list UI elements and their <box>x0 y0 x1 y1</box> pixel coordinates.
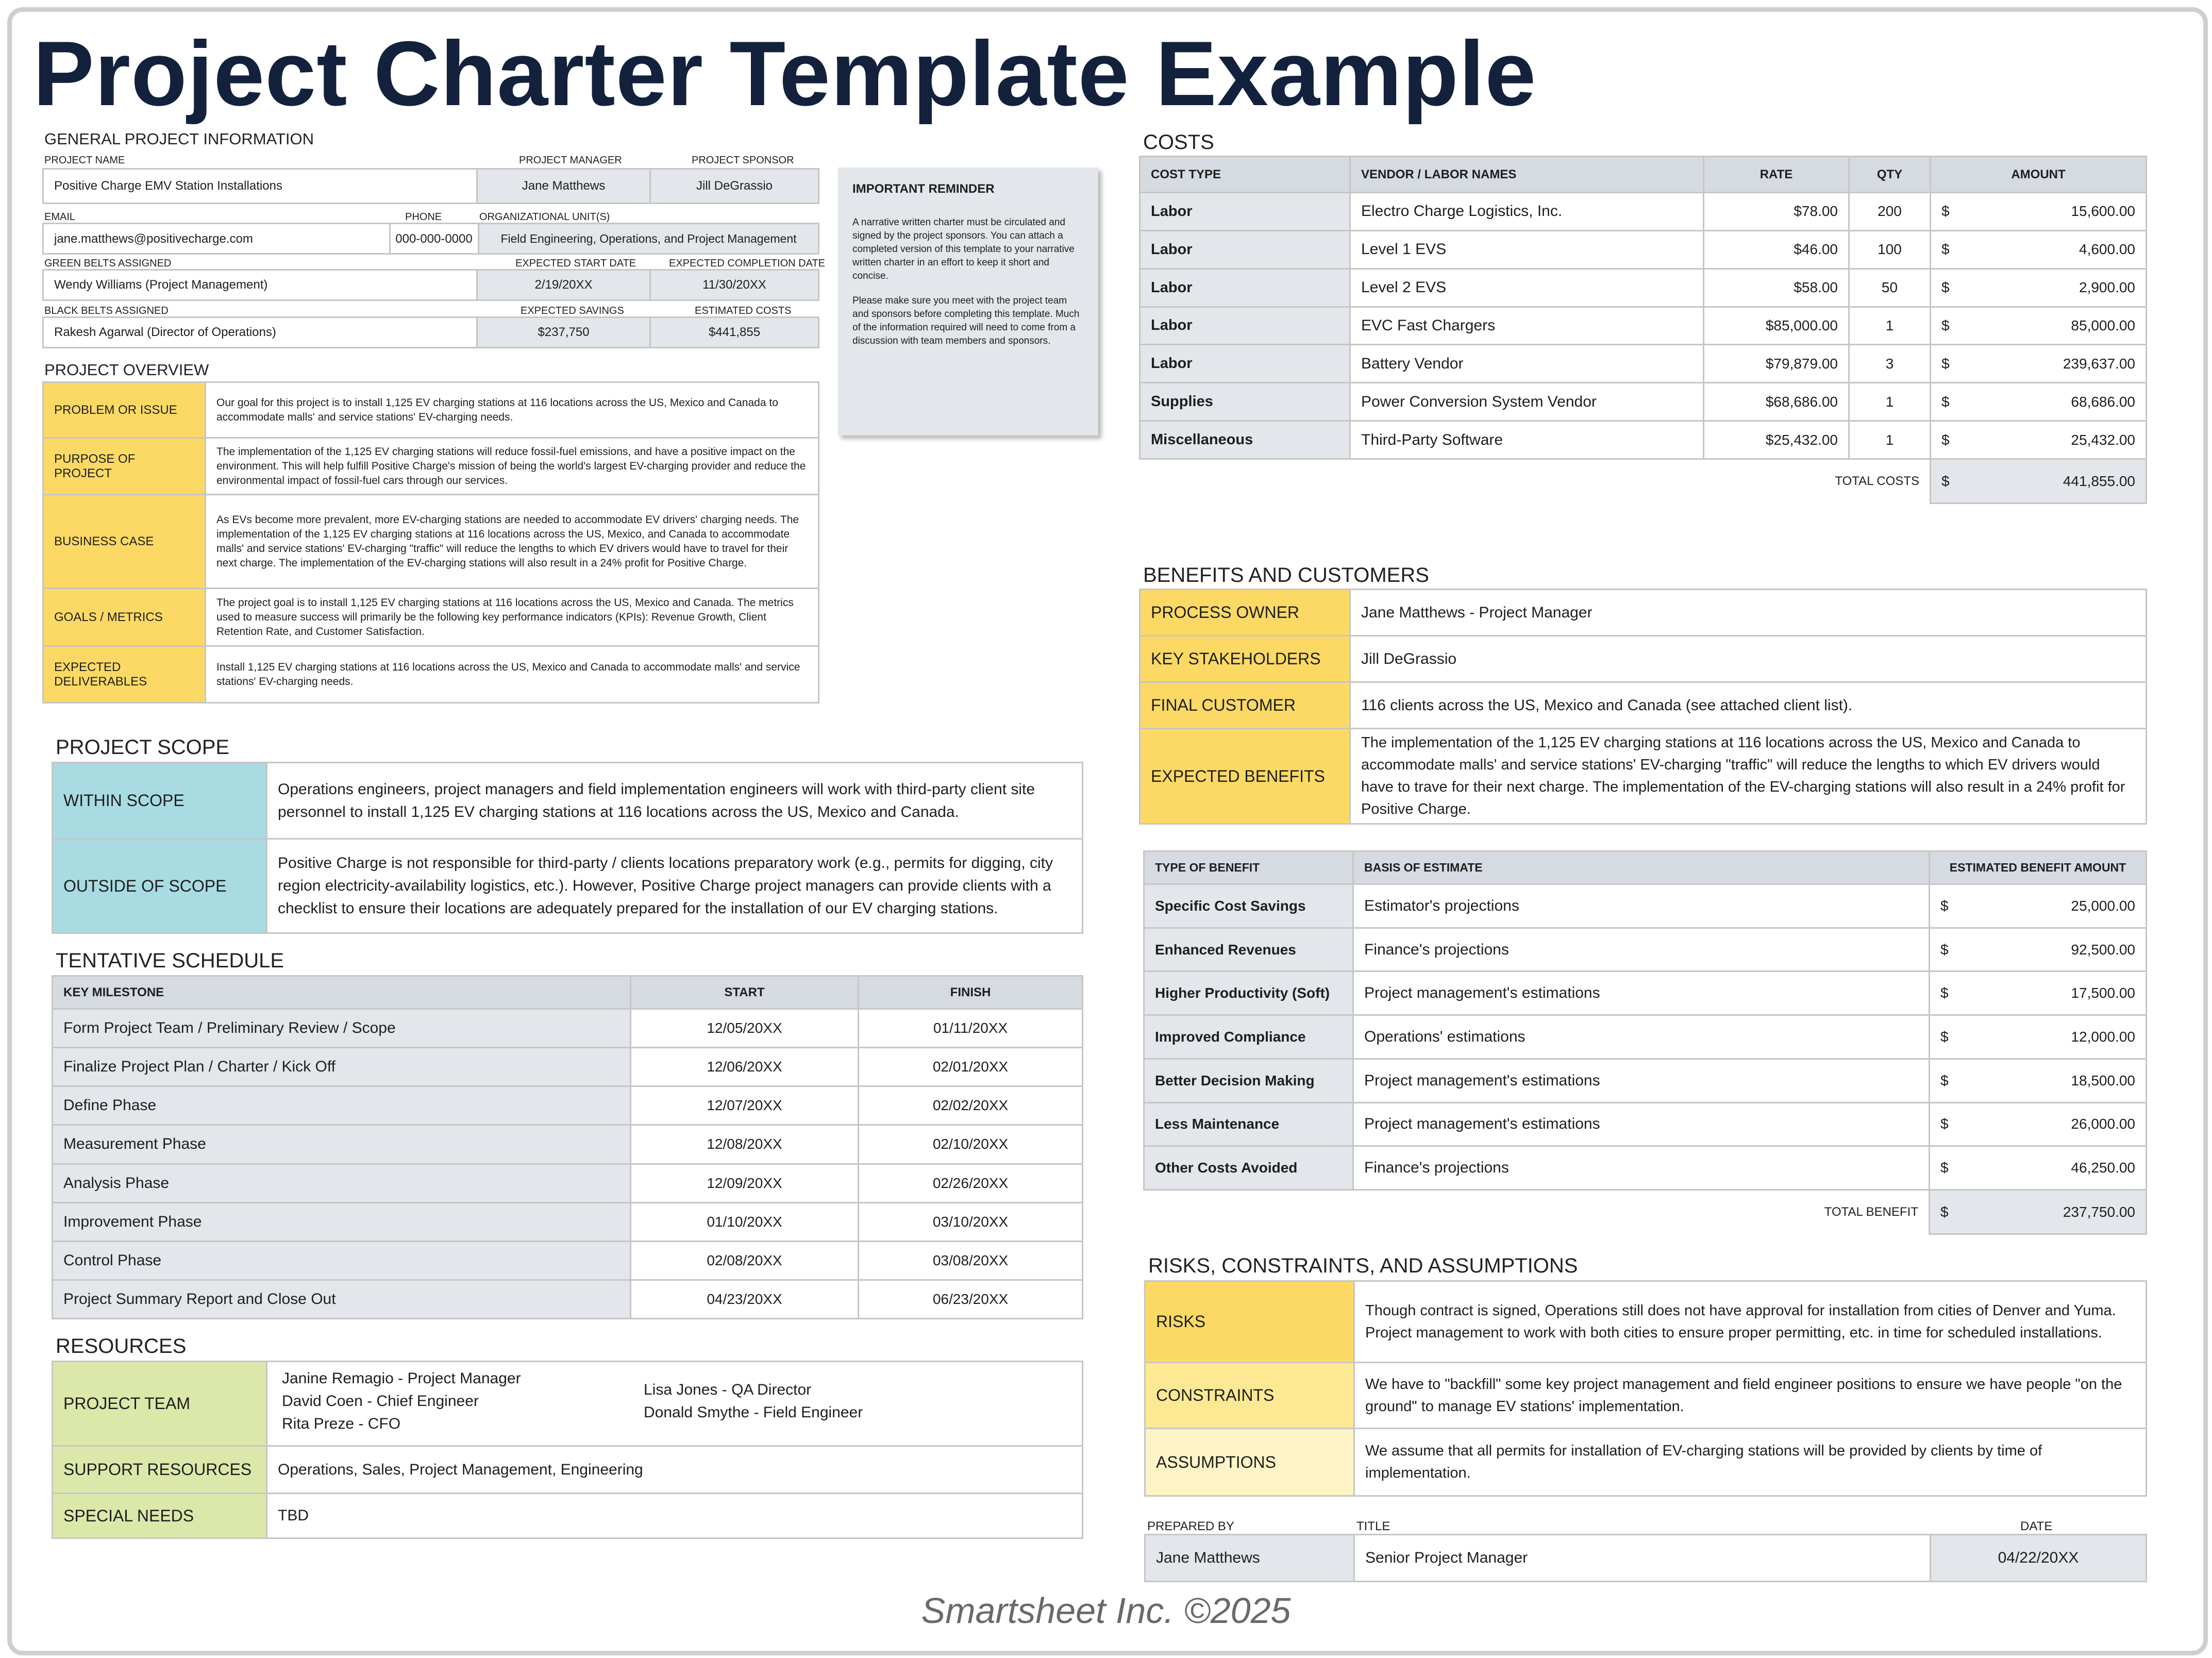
table-row <box>53 1202 1083 1241</box>
schedule-heading: TENTATIVE SCHEDULE <box>56 949 284 972</box>
project-name-value: Positive Charge EMV Station Installations <box>43 169 477 204</box>
start-cell: 12/09/20XX <box>631 1164 859 1202</box>
risks-heading: RISKS, CONSTRAINTS, AND ASSUMPTIONS <box>1148 1254 1578 1277</box>
benefit-amount-cell <box>1930 1059 2147 1102</box>
table-row <box>1144 884 2147 928</box>
currency-symbol: $ <box>1940 941 1949 958</box>
total-benefit-label: TOTAL BENEFIT <box>1824 1205 1918 1219</box>
team-member: Donald Smythe - Field Engineer <box>644 1404 863 1421</box>
green-belts-value: Wendy Williams (Project Management) <box>43 270 477 300</box>
amount-cell <box>1931 307 2147 345</box>
assumptions-value: We assume that all permits for installation of EV-charging stations will be provided by clients by time of implementation. <box>1354 1429 2147 1496</box>
total-row <box>1140 459 2147 504</box>
overview-label: GOALS / METRICS <box>43 589 206 646</box>
currency-symbol: $ <box>1941 241 1950 258</box>
savings-value: $237,750 <box>477 317 650 348</box>
risks-value: Though contract is signed, Operations still does not have approval for installation from cities of Denver and Yuma. Project management to work with both cities to ensure proper permitting, etc. in time for scheduled installations. <box>1354 1281 2147 1363</box>
vendor-cell: Third-Party Software <box>1350 421 1704 459</box>
rate-cell: $85,000.00 <box>1704 307 1849 345</box>
org-units-label: ORGANIZATIONAL UNIT(S) <box>479 211 610 223</box>
benefit-amount-cell <box>1930 884 2147 928</box>
table-row <box>1144 928 2147 972</box>
completion-date-value: 11/30/20XX <box>650 270 819 300</box>
rate-cell: $46.00 <box>1704 230 1849 269</box>
cost-type-cell: Miscellaneous <box>1140 421 1350 459</box>
qty-cell: 1 <box>1849 383 1931 421</box>
reminder-text: Please make sure you meet with the project team and sponsors before completing this template. Much of the information required will need to come from a discussion with team members and sponsors. <box>852 295 1080 346</box>
table-row <box>1144 1059 2147 1102</box>
basis-cell: Project management's estimations <box>1353 1102 1930 1146</box>
table-row <box>53 1241 1083 1280</box>
team-member: David Coen - Chief Engineer <box>282 1393 479 1410</box>
currency-symbol: $ <box>1940 1160 1949 1176</box>
currency-symbol: $ <box>1941 393 1950 410</box>
expected-benefits-label: EXPECTED BENEFITS <box>1140 729 1350 824</box>
team-member: Lisa Jones - QA Director <box>644 1381 812 1398</box>
table-row <box>53 1009 1083 1048</box>
table-row <box>1144 972 2147 1015</box>
resources-table <box>52 1361 1083 1539</box>
stakeholders-value: Jill DeGrassio <box>1350 636 2147 682</box>
col-rate: RATE <box>1704 157 1849 193</box>
signoff-table <box>1144 1534 2147 1582</box>
col-benefit-type: TYPE OF BENEFIT <box>1144 851 1353 884</box>
benefit-amount-cell <box>1930 1102 2147 1146</box>
team-column-1 <box>282 1367 521 1435</box>
table-row <box>1140 269 2147 307</box>
cost-type-cell: Supplies <box>1140 383 1350 421</box>
constraints-value: We have to "backfill" some key project management and field engineer positions to ensure we have people "on the ground" to manage EV stations' implementation. <box>1354 1363 2147 1429</box>
table-row <box>1140 383 2147 421</box>
col-milestone: KEY MILESTONE <box>53 976 631 1009</box>
table-row <box>1144 1146 2147 1190</box>
milestone-cell: Form Project Team / Preliminary Review / Scope <box>53 1009 631 1048</box>
currency-symbol: $ <box>1941 279 1950 296</box>
expected-benefits-value: The implementation of the 1,125 EV charging stations at 116 locations across the US, Mexico and Canada to accommodate malls' and service stations' EV-charging "traffic" will reduce the lengths to which EV drivers would have to trave for their next charge. The implementation of the EV-charging stations will also result in a 24% profit for Positive Charge. <box>1350 729 2147 824</box>
benefit-type-cell: Other Costs Avoided <box>1144 1146 1353 1190</box>
general-heading: GENERAL PROJECT INFORMATION <box>44 130 314 148</box>
currency-symbol: $ <box>1941 203 1950 220</box>
amount-value: 92,500.00 <box>2071 941 2135 958</box>
cost-type-cell: Labor <box>1140 193 1350 231</box>
amount-value: 18,500.00 <box>2071 1072 2135 1088</box>
currency-symbol: $ <box>1940 1072 1949 1088</box>
start-cell: 12/06/20XX <box>631 1048 859 1086</box>
cost-type-cell: Labor <box>1140 307 1350 345</box>
benefit-amount-cell <box>1930 1146 2147 1190</box>
special-needs-label: SPECIAL NEEDS <box>53 1494 267 1538</box>
project-sponsor-value: Jill DeGrassio <box>650 169 819 204</box>
qty-cell: 1 <box>1849 421 1931 459</box>
assumptions-label: ASSUMPTIONS <box>1145 1429 1354 1496</box>
constraints-label: CONSTRAINTS <box>1145 1363 1354 1429</box>
footer-copyright: Smartsheet Inc. ©2025 <box>921 1590 1291 1631</box>
overview-text: As EVs become more prevalent, more EV-charging stations are needed to accommodate EV drivers' charging needs. The implementation of the 1,125 EV charging stations at 116 locations across the US, Mexico, and Canada to accommodate malls' and service stations' EV-charging "traffic" will reduce the lengths to which EV drivers would have to travel for their next charge. The implementation of the EV-charging stations will also result in a 24% profit for Positive Charge. <box>206 495 819 589</box>
milestone-cell: Define Phase <box>53 1086 631 1125</box>
general-row-1 <box>42 168 819 204</box>
currency-symbol: $ <box>1940 1203 1949 1220</box>
benefit-amount-cell <box>1930 972 2147 1015</box>
outside-scope-label: OUTSIDE OF SCOPE <box>53 839 267 933</box>
amount-cell <box>1931 421 2147 459</box>
qty-cell: 50 <box>1849 269 1931 307</box>
finish-cell: 03/10/20XX <box>859 1202 1083 1241</box>
amount-value: 2,900.00 <box>2079 279 2135 296</box>
amount-value: 25,000.00 <box>2071 897 2135 914</box>
finish-cell: 02/10/20XX <box>859 1125 1083 1164</box>
benefit-type-cell: Better Decision Making <box>1144 1059 1353 1102</box>
amount-value: 239,637.00 <box>2063 355 2135 372</box>
finish-cell: 06/23/20XX <box>859 1280 1083 1318</box>
overview-label: PROBLEM OR ISSUE <box>43 382 206 438</box>
important-reminder-box <box>838 168 1098 436</box>
currency-symbol: $ <box>1941 473 1950 489</box>
cost-type-cell: Labor <box>1140 230 1350 269</box>
reminder-heading: IMPORTANT REMINDER <box>852 182 995 196</box>
basis-cell: Operations' estimations <box>1353 1015 1930 1059</box>
qty-cell: 1 <box>1849 307 1931 345</box>
benefit-estimates-table <box>1143 850 2147 1235</box>
milestone-cell: Finalize Project Plan / Charter / Kick Off <box>53 1048 631 1086</box>
special-needs-value: TBD <box>267 1494 1083 1538</box>
table-row <box>53 1164 1083 1202</box>
vendor-cell: Level 2 EVS <box>1350 269 1704 307</box>
finish-cell: 02/02/20XX <box>859 1086 1083 1125</box>
amount-value: 15,600.00 <box>2071 203 2135 220</box>
benefits-table <box>1139 589 2147 825</box>
rate-cell: $58.00 <box>1704 269 1849 307</box>
overview-label: BUSINESS CASE <box>43 495 206 589</box>
date-label: DATE <box>2020 1519 2053 1533</box>
col-basis: BASIS OF ESTIMATE <box>1353 851 1930 884</box>
general-row-3 <box>42 269 819 301</box>
milestone-cell: Measurement Phase <box>53 1125 631 1164</box>
currency-symbol: $ <box>1940 1116 1949 1132</box>
table-row <box>53 1086 1083 1125</box>
col-start: START <box>631 976 859 1009</box>
cost-type-cell: Labor <box>1140 345 1350 383</box>
start-cell: 01/10/20XX <box>631 1202 859 1241</box>
col-qty: QTY <box>1849 157 1931 193</box>
currency-symbol: $ <box>1941 431 1950 448</box>
benefits-heading: BENEFITS AND CUSTOMERS <box>1143 564 1429 587</box>
resources-heading: RESOURCES <box>56 1335 187 1358</box>
page-title: Project Charter Template Example <box>33 22 1537 125</box>
final-customer-label: FINAL CUSTOMER <box>1140 682 1350 729</box>
finish-cell: 03/08/20XX <box>859 1241 1083 1280</box>
amount-cell <box>1931 193 2147 231</box>
overview-text: The project goal is to install 1,125 EV charging stations at 116 locations across the US, Mexico and Canada. The metrics used to measure success will primarily be the following key performance indicators (KPIs): Revenue Growth, Client Retention Rate, and Customer Satisfaction. <box>206 589 819 646</box>
rate-cell: $79,879.00 <box>1704 345 1849 383</box>
currency-symbol: $ <box>1940 1028 1949 1045</box>
benefit-type-cell: Specific Cost Savings <box>1144 884 1353 928</box>
currency-symbol: $ <box>1940 897 1949 914</box>
benefit-amount-cell <box>1930 928 2147 972</box>
basis-cell: Estimator's projections <box>1353 884 1930 928</box>
support-resources-value: Operations, Sales, Project Management, Engineering <box>267 1446 1083 1494</box>
currency-symbol: $ <box>1941 355 1950 372</box>
milestone-cell: Control Phase <box>53 1241 631 1280</box>
table-row <box>53 1280 1083 1318</box>
amount-value: 4,600.00 <box>2079 241 2135 258</box>
final-customer-value: 116 clients across the US, Mexico and Canada (see attached client list). <box>1350 682 2147 729</box>
total-benefit-cell <box>1930 1190 2147 1234</box>
team-member: Janine Remagio - Project Manager <box>282 1370 521 1387</box>
amount-cell <box>1931 269 2147 307</box>
project-name-label: PROJECT NAME <box>44 155 125 166</box>
total-costs-value: 441,855.00 <box>2063 473 2135 489</box>
rate-cell: $78.00 <box>1704 193 1849 231</box>
col-finish: FINISH <box>859 976 1083 1009</box>
phone-value: 000-000-0000 <box>395 232 473 246</box>
col-vendor: VENDOR / LABOR NAMES <box>1350 157 1704 193</box>
org-units-value: Field Engineering, Operations, and Project Management <box>479 224 818 253</box>
costs-value: $441,855 <box>650 317 819 348</box>
table-row <box>1140 193 2147 231</box>
signoff-title-label: TITLE <box>1356 1519 1390 1533</box>
basis-cell: Project management's estimations <box>1353 1059 1930 1102</box>
schedule-table <box>52 975 1083 1319</box>
risks-label: RISKS <box>1145 1281 1354 1363</box>
total-costs-cell <box>1931 459 2147 504</box>
team-column-2 <box>644 1379 863 1424</box>
amount-cell <box>1931 345 2147 383</box>
overview-text: The implementation of the 1,125 EV charging stations will reduce fossil-fuel emissions, and have a positive impact on the environment. This will help fulfill Positive Charge's mission of being the world's largest EV-charging provider and reduce the environmental impact of fossil-fuel cars through our services. <box>206 438 819 495</box>
prepared-by-label: PREPARED BY <box>1147 1519 1234 1533</box>
vendor-cell: Level 1 EVS <box>1350 230 1704 269</box>
overview-heading: PROJECT OVERVIEW <box>44 361 209 379</box>
support-resources-label: SUPPORT RESOURCES <box>53 1446 267 1494</box>
savings-label: EXPECTED SAVINGS <box>521 305 624 316</box>
overview-text: Install 1,125 EV charging stations at 116 locations across the US, Mexico and Canada to accommodate malls' and service stations' EV-charging needs. <box>206 646 819 703</box>
overview-table <box>42 381 819 704</box>
table-row <box>1140 307 2147 345</box>
table-row <box>1140 230 2147 269</box>
cost-type-cell: Labor <box>1140 269 1350 307</box>
vendor-cell: Power Conversion System Vendor <box>1350 383 1704 421</box>
phone-label: PHONE <box>405 211 442 223</box>
finish-cell: 02/26/20XX <box>859 1164 1083 1202</box>
benefit-type-cell: Higher Productivity (Soft) <box>1144 972 1353 1015</box>
costs-heading: COSTS <box>1143 131 1214 154</box>
project-sponsor-label: PROJECT SPONSOR <box>692 155 794 166</box>
start-cell: 02/08/20XX <box>631 1241 859 1280</box>
general-row-2 <box>42 223 819 255</box>
table-row <box>1140 421 2147 459</box>
amount-value: 85,000.00 <box>2071 317 2135 333</box>
currency-symbol: $ <box>1940 985 1949 1001</box>
signoff-title-value: Senior Project Manager <box>1354 1535 1931 1582</box>
basis-cell: Finance's projections <box>1353 1146 1930 1190</box>
risks-table <box>1144 1280 2147 1497</box>
col-cost-type: COST TYPE <box>1140 157 1350 193</box>
table-row <box>53 1125 1083 1164</box>
milestone-cell: Improvement Phase <box>53 1202 631 1241</box>
vendor-cell: EVC Fast Chargers <box>1350 307 1704 345</box>
scope-heading: PROJECT SCOPE <box>56 736 230 759</box>
reminder-text: A narrative written charter must be circulated and signed by the project sponsors. You can attach a completed version of this template to your narrative written charter in an effort to keep it short and concise. <box>852 217 1075 281</box>
total-row <box>1144 1190 2147 1234</box>
currency-symbol: $ <box>1941 317 1950 333</box>
general-row-4 <box>42 316 819 348</box>
process-owner-label: PROCESS OWNER <box>1140 590 1350 636</box>
project-manager-label: PROJECT MANAGER <box>519 155 622 166</box>
qty-cell: 200 <box>1849 193 1931 231</box>
start-date-label: EXPECTED START DATE <box>515 258 636 269</box>
overview-label: PURPOSE OF PROJECT <box>43 438 206 495</box>
process-owner-value: Jane Matthews - Project Manager <box>1350 590 2147 636</box>
vendor-cell: Electro Charge Logistics, Inc. <box>1350 193 1704 231</box>
benefit-amount-cell <box>1930 1015 2147 1059</box>
col-benefit-amount: ESTIMATED BENEFIT AMOUNT <box>1930 851 2147 884</box>
amount-value: 25,432.00 <box>2071 431 2135 448</box>
benefit-type-cell: Enhanced Revenues <box>1144 928 1353 972</box>
col-amount: AMOUNT <box>1931 157 2147 193</box>
start-cell: 12/08/20XX <box>631 1125 859 1164</box>
team-member: Rita Preze - CFO <box>282 1415 401 1432</box>
rate-cell: $25,432.00 <box>1704 421 1849 459</box>
start-cell: 12/05/20XX <box>631 1009 859 1048</box>
benefit-type-cell: Improved Compliance <box>1144 1015 1353 1059</box>
costs-label: ESTIMATED COSTS <box>695 305 792 316</box>
table-row <box>53 1048 1083 1086</box>
prepared-by-value: Jane Matthews <box>1145 1535 1354 1582</box>
table-row <box>1140 345 2147 383</box>
start-cell: 12/07/20XX <box>631 1086 859 1125</box>
finish-cell: 02/01/20XX <box>859 1048 1083 1086</box>
overview-text: Our goal for this project is to install 1,125 EV charging stations at 116 locations across the US, Mexico and Canada to accommodate malls' and service stations' EV-charging needs. <box>206 382 819 438</box>
black-belts-label: BLACK BELTS ASSIGNED <box>44 305 169 316</box>
amount-value: 26,000.00 <box>2071 1116 2135 1132</box>
finish-cell: 01/11/20XX <box>859 1009 1083 1048</box>
benefit-type-cell: Less Maintenance <box>1144 1102 1353 1146</box>
black-belts-value: Rakesh Agarwal (Director of Operations) <box>43 317 477 348</box>
qty-cell: 3 <box>1849 345 1931 383</box>
green-belts-label: GREEN BELTS ASSIGNED <box>44 258 172 269</box>
amount-value: 12,000.00 <box>2071 1028 2135 1045</box>
project-manager-value: Jane Matthews <box>477 169 650 204</box>
table-row <box>1144 1015 2147 1059</box>
scope-table <box>52 762 1083 934</box>
amount-cell <box>1931 230 2147 269</box>
project-team-label: PROJECT TEAM <box>53 1362 267 1446</box>
amount-value: 17,500.00 <box>2071 985 2135 1001</box>
vendor-cell: Battery Vendor <box>1350 345 1704 383</box>
amount-value: 68,686.00 <box>2071 393 2135 410</box>
email-value: jane.matthews@positivecharge.com <box>54 232 253 246</box>
outside-scope-text: Positive Charge is not responsible for third-party / clients locations preparatory work (e.g., permits for digging, city region electricity-availability logistics, etc.). However, Positive Charge project managers can provide clients with a checklist to ensure their locations are adequately prepared for the installation of our EV charging stations. <box>267 839 1083 933</box>
project-team-cell <box>267 1362 1083 1446</box>
start-cell: 04/23/20XX <box>631 1280 859 1318</box>
within-scope-text: Operations engineers, project managers and field implementation engineers will work with third-party client site personnel to install 1,125 EV charging stations at 116 locations across the US, Mexico and Canada. <box>267 763 1083 839</box>
email-label: EMAIL <box>44 211 76 223</box>
date-value: 04/22/20XX <box>1931 1535 2147 1582</box>
start-date-value: 2/19/20XX <box>477 270 650 300</box>
within-scope-label: WITHIN SCOPE <box>53 763 267 839</box>
qty-cell: 100 <box>1849 230 1931 269</box>
costs-table <box>1139 156 2147 504</box>
amount-cell <box>1931 383 2147 421</box>
rate-cell: $68,686.00 <box>1704 383 1849 421</box>
stakeholders-label: KEY STAKEHOLDERS <box>1140 636 1350 682</box>
basis-cell: Finance's projections <box>1353 928 1930 972</box>
total-costs-label: TOTAL COSTS <box>1835 474 1919 489</box>
total-benefit-value: 237,750.00 <box>2063 1203 2135 1220</box>
milestone-cell: Project Summary Report and Close Out <box>53 1280 631 1318</box>
completion-date-label: EXPECTED COMPLETION DATE <box>669 258 826 269</box>
table-row <box>1144 1102 2147 1146</box>
basis-cell: Project management's estimations <box>1353 972 1930 1015</box>
amount-value: 46,250.00 <box>2071 1160 2135 1176</box>
overview-label: EXPECTED DELIVERABLES <box>43 646 206 703</box>
milestone-cell: Analysis Phase <box>53 1164 631 1202</box>
